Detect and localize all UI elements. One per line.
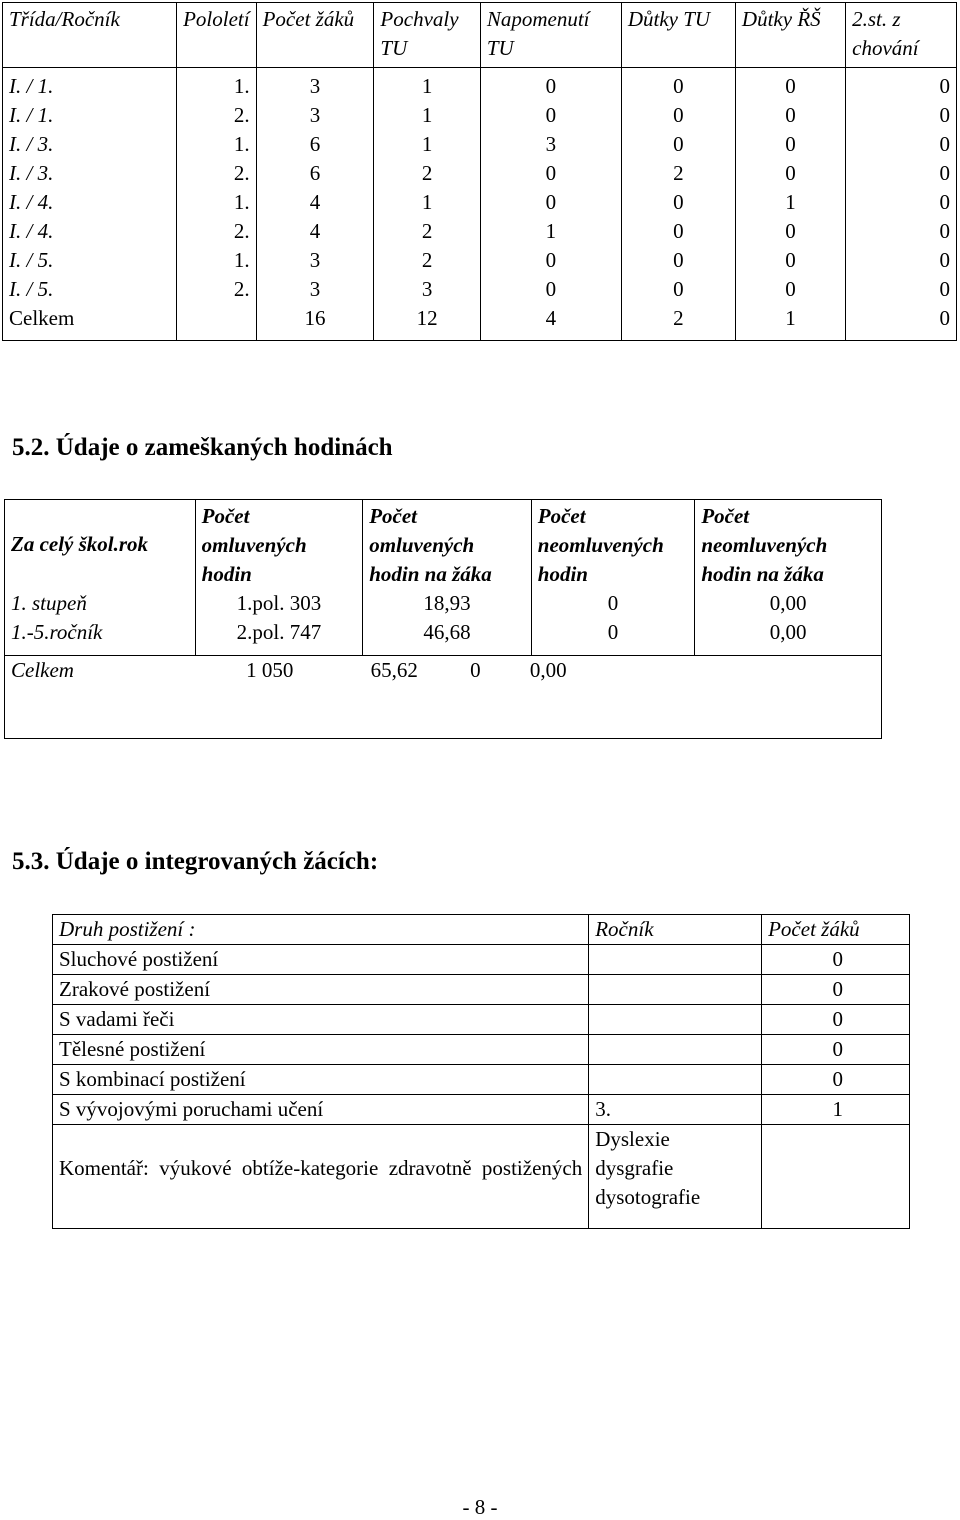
table-cell: 1 — [374, 188, 480, 217]
header-cell: Počet omluvených hodin — [195, 500, 363, 590]
comment-cell — [53, 1125, 589, 1229]
total-omluvene-na-zaka: 65,62 — [370, 658, 418, 682]
table-cell: 2 — [374, 246, 480, 275]
table-cell: 0 — [480, 68, 621, 102]
table-cell: 0 — [846, 68, 957, 102]
total-values — [195, 656, 881, 739]
table-cell: 2. — [177, 217, 257, 246]
table-cell: 3 — [256, 275, 374, 304]
table-cell: I. / 4. — [3, 188, 177, 217]
comment-text: Komentář: výukové obtíže-kategorie zdravotně postižených — [59, 1156, 583, 1180]
table-row — [53, 975, 910, 1005]
table-cell: I. / 5. — [3, 275, 177, 304]
table-cell: 0 — [846, 275, 957, 304]
table-cell: 2 — [621, 304, 735, 341]
table-cell: 2.pol. 747 — [195, 618, 363, 656]
table-cell: Tělesné postižení — [53, 1035, 589, 1065]
table-cell — [589, 945, 762, 975]
table-cell: 0 — [531, 589, 695, 618]
table-cell: 0 — [480, 275, 621, 304]
table-cell: 0 — [846, 159, 957, 188]
table-cell: 0 — [846, 246, 957, 275]
table-cell: 1.-5.ročník — [5, 618, 196, 656]
table-cell: 0 — [621, 246, 735, 275]
table-cell: 0 — [480, 188, 621, 217]
table-cell: 0 — [762, 1005, 910, 1035]
table-cell — [589, 975, 762, 1005]
table-row — [3, 159, 957, 188]
total-neomluvene: 0 — [470, 658, 481, 682]
table-cell: 0,00 — [695, 589, 882, 618]
table-cell: 0 — [735, 275, 845, 304]
table-cell: 1. — [177, 68, 257, 102]
table-cell — [177, 304, 257, 341]
table-header-row — [53, 915, 910, 945]
section-heading-absences: 5.2. Údaje o zameškaných hodinách — [12, 434, 393, 461]
table-cell: 4 — [256, 217, 374, 246]
table-row — [3, 246, 957, 275]
table-cell: 0 — [735, 246, 845, 275]
table-row — [53, 1035, 910, 1065]
table-cell — [589, 1005, 762, 1035]
table-cell: 6 — [256, 130, 374, 159]
table-header-row — [5, 500, 882, 590]
table-cell: 2 — [621, 159, 735, 188]
table-cell: 4 — [256, 188, 374, 217]
table-cell: 0 — [621, 217, 735, 246]
absences-table — [4, 499, 882, 739]
table-cell: I. / 3. — [3, 130, 177, 159]
header-cell: Počet omluvených hodin na žáka — [363, 500, 532, 590]
table-cell: I. / 1. — [3, 101, 177, 130]
table-header-row — [3, 3, 957, 68]
comment-categories — [589, 1125, 762, 1229]
header-cell: Počet žáků — [762, 915, 910, 945]
table-row — [53, 945, 910, 975]
table-cell: 0 — [480, 159, 621, 188]
table-cell: 0 — [621, 101, 735, 130]
category-item: Dyslexie — [595, 1127, 670, 1151]
table-cell: 0 — [735, 217, 845, 246]
table-cell: 0 — [762, 1035, 910, 1065]
table-row — [3, 275, 957, 304]
table-total-row — [5, 656, 882, 739]
comment-row — [53, 1125, 910, 1229]
table-cell: I. / 3. — [3, 159, 177, 188]
table-cell: 0,00 — [695, 618, 882, 656]
table-cell: I. / 1. — [3, 68, 177, 102]
table-cell: 1 — [735, 304, 845, 341]
table-cell: 2 — [374, 159, 480, 188]
table-cell: 1.pol. 303 — [195, 589, 363, 618]
table-cell: Zrakové postižení — [53, 975, 589, 1005]
table-cell: S vadami řeči — [53, 1005, 589, 1035]
table-cell: Sluchové postižení — [53, 945, 589, 975]
table-cell: 0 — [480, 246, 621, 275]
header-cell: Druh postižení : — [53, 915, 589, 945]
section-heading-integrated: 5.3. Údaje o integrovaných žácích: — [12, 848, 379, 875]
table-row — [3, 130, 957, 159]
table-cell: 4 — [480, 304, 621, 341]
table-cell — [589, 1035, 762, 1065]
table-cell: S kombinací postižení — [53, 1065, 589, 1095]
table-cell: 1 — [374, 101, 480, 130]
header-cell: Za celý škol.rok — [5, 500, 196, 590]
table-cell: 0 — [762, 1065, 910, 1095]
table-row — [3, 68, 957, 102]
page-number: - 8 - — [462, 1495, 498, 1519]
table-cell: 0 — [480, 101, 621, 130]
table-row — [53, 1005, 910, 1035]
table-cell: 0 — [846, 101, 957, 130]
table-cell: 3 — [374, 275, 480, 304]
table-cell: 0 — [735, 68, 845, 102]
table-row — [3, 188, 957, 217]
table-row — [53, 1065, 910, 1095]
table-cell: 0 — [621, 275, 735, 304]
table-cell — [762, 1125, 910, 1229]
table-cell: 2. — [177, 159, 257, 188]
total-label: Celkem — [5, 656, 196, 739]
table-cell: 2. — [177, 101, 257, 130]
table-cell: 0 — [762, 945, 910, 975]
table-row — [53, 1095, 910, 1125]
table-cell: I. / 4. — [3, 217, 177, 246]
discipline-table — [2, 2, 957, 341]
header-cell: Pochvaly TU — [374, 3, 480, 68]
total-omluvene: 1 050 — [246, 658, 294, 682]
table-cell: 1 — [480, 217, 621, 246]
table-cell: 2 — [374, 217, 480, 246]
category-item: dysgrafie — [595, 1156, 674, 1180]
table-cell: 3 — [256, 101, 374, 130]
header-cell: Třída/Ročník — [3, 3, 177, 68]
table-cell: 0 — [846, 130, 957, 159]
table-cell: S vývojovými poruchami učení — [53, 1095, 589, 1125]
table-cell: 3 — [480, 130, 621, 159]
table-cell: 0 — [735, 159, 845, 188]
table-row — [3, 101, 957, 130]
table-cell: 16 — [256, 304, 374, 341]
table-row — [5, 589, 882, 618]
table-cell: 0 — [621, 188, 735, 217]
table-cell: 1. — [177, 130, 257, 159]
table-cell: 1 — [374, 130, 480, 159]
table-total-row — [3, 304, 957, 341]
total-neomluvene-na-zaka: 0,00 — [529, 658, 567, 682]
table-cell: 12 — [374, 304, 480, 341]
table-cell: 0 — [621, 130, 735, 159]
table-cell: 1 — [374, 68, 480, 102]
table-cell: 2. — [177, 275, 257, 304]
header-cell: 2.st. z chování — [846, 3, 957, 68]
table-cell: 0 — [531, 618, 695, 656]
header-cell: Pololetí — [177, 3, 257, 68]
table-cell: 1. — [177, 188, 257, 217]
table-cell — [589, 1065, 762, 1095]
table-cell: 3 — [256, 246, 374, 275]
integrated-students-table — [52, 914, 910, 1229]
table-cell: 3. — [589, 1095, 762, 1125]
table-cell: 46,68 — [363, 618, 532, 656]
table-cell: 0 — [846, 217, 957, 246]
table-cell: I. / 5. — [3, 246, 177, 275]
table-cell: 0 — [846, 304, 957, 341]
table-row — [5, 618, 882, 656]
header-cell: Důtky ŘŠ — [735, 3, 845, 68]
table-row — [3, 217, 957, 246]
table-cell: 0 — [735, 101, 845, 130]
table-cell: 6 — [256, 159, 374, 188]
table-cell: 1. stupeň — [5, 589, 196, 618]
header-cell: Napomenutí TU — [480, 3, 621, 68]
header-cell: Důtky TU — [621, 3, 735, 68]
table-cell: 18,93 — [363, 589, 532, 618]
header-cell: Ročník — [589, 915, 762, 945]
table-cell: 1 — [735, 188, 845, 217]
table-cell: 1. — [177, 246, 257, 275]
table-cell: 0 — [762, 975, 910, 1005]
table-cell: 0 — [735, 130, 845, 159]
header-cell: Počet žáků — [256, 3, 374, 68]
table-cell: 0 — [621, 68, 735, 102]
header-cell: Počet neomluvených hodin na žáka — [695, 500, 882, 590]
category-item: dysotografie — [595, 1185, 701, 1209]
table-cell: 0 — [846, 188, 957, 217]
total-label: Celkem — [3, 304, 177, 341]
table-cell: 1 — [762, 1095, 910, 1125]
table-cell: 3 — [256, 68, 374, 102]
header-cell: Počet neomluvených hodin — [531, 500, 695, 590]
